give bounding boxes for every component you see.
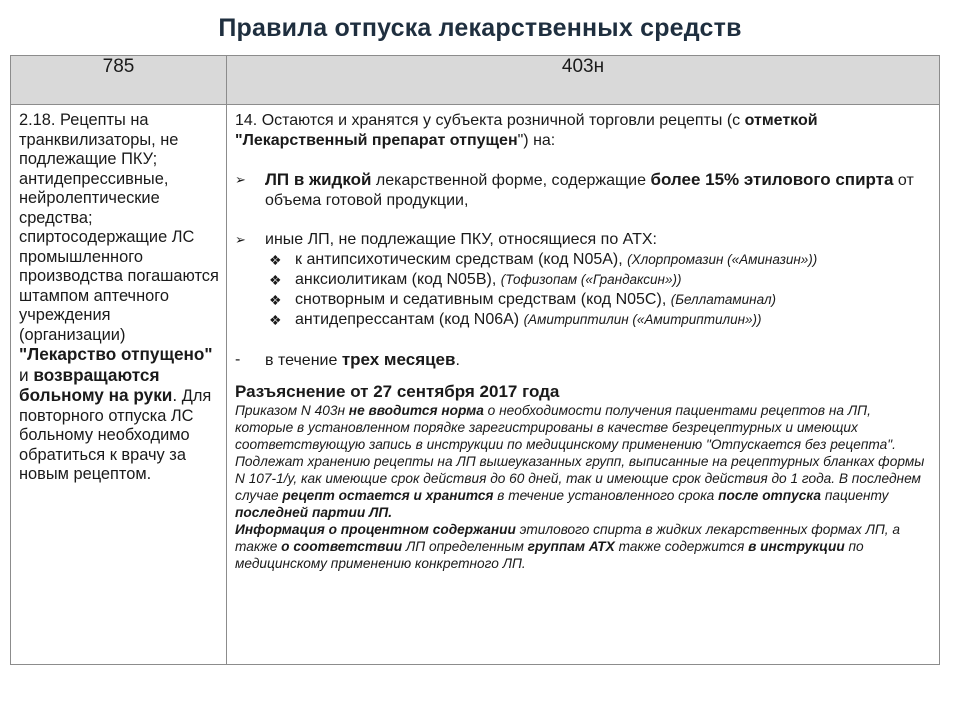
c2-bold-d: после отпуска xyxy=(718,487,822,503)
clause-14-mark-text: отметкой "Лекарственный препарат отпущен xyxy=(235,112,818,149)
list-item xyxy=(235,310,931,330)
diamond-bullet-icon: ❖ xyxy=(269,291,282,308)
subitem-text: к антипсихотическим средствам (код N05A), xyxy=(295,250,623,268)
c3-text-b: этилового спирта в жидких лекарственных формах ЛП, а также xyxy=(235,522,901,555)
c2-text-a: Подлежат хранению рецепты на ЛП вышеуказанных групп, выписанные на рецептурных бланках формы N 107-1/у, как имеющие срок действия до 60 дней, так и имеющие срок действия до 1 года. В последнем случае xyxy=(235,453,925,503)
arrow-bullet-icon: ➢ xyxy=(235,172,246,187)
right-cell-403n xyxy=(227,105,940,665)
bullet-other-drugs xyxy=(235,230,931,250)
returned-text: возвращаются больному на руки xyxy=(19,364,173,405)
c3-text-f: также содержится xyxy=(614,539,749,555)
diamond-bullet-icon: ❖ xyxy=(269,311,282,328)
column-header-785: 785 xyxy=(11,56,227,105)
subitem-drug: (Тофизопам («Грандаксин»)) xyxy=(500,271,682,287)
bullet1-text-d: от объема готовой продукции, xyxy=(265,172,914,209)
c3-text-h: по медицинскому применению конкретного ЛП. xyxy=(235,539,864,572)
comparison-table xyxy=(10,55,940,665)
dash-text-a: в течение xyxy=(265,351,342,369)
left-dot: . xyxy=(172,385,178,405)
clarification-paragraph-3 xyxy=(235,521,931,572)
list-item xyxy=(235,250,931,270)
table-header-row xyxy=(11,56,940,105)
page-title: Правила отпуска лекарственных средств xyxy=(218,14,742,42)
list-item xyxy=(235,270,931,290)
c2-text-c: в течение установленного срока xyxy=(493,487,719,503)
dash-text-c: . xyxy=(455,351,460,369)
bullet1-text-b: лекарственной форме, содержащие xyxy=(371,172,651,189)
clause-14-paragraph xyxy=(235,111,931,150)
bullet-three-months xyxy=(235,350,931,371)
clarification-paragraph-1 xyxy=(235,402,931,453)
bullet2-text: иные ЛП, не подлежащие ПКУ, относящиеся по АТХ: xyxy=(265,231,657,248)
c2-bold-f: последней партии ЛП. xyxy=(235,505,393,521)
subitem-text: антидепрессантам (код N06A) xyxy=(295,310,520,328)
left-intro-text: 2.18. Рецепты на транквилизаторы, не подлежащие ПКУ; антидепрессивные, нейролептические средства; спиртосодержащие ЛС промышленного производства погашаются штампом аптечного учреждения (организации) xyxy=(19,111,219,344)
clause-14-end-text: ") на: xyxy=(517,131,556,149)
bullet-liquid-forms xyxy=(235,170,931,210)
clause-14-text: 14. Остаются и хранятся у субъекта розничной торговли рецепты (с xyxy=(235,112,745,129)
left-cell-785 xyxy=(11,105,227,665)
stamp-text: "Лекарство отпущено" xyxy=(19,344,213,364)
clarification-title: Разъяснение от 27 сентября 2017 года xyxy=(235,382,560,401)
subitem-drug: (Амитриптилин («Амитриптилин»)) xyxy=(523,311,762,327)
subitem-text: снотворным и седативным средствам (код N05C), xyxy=(295,290,667,308)
table-row xyxy=(11,105,940,665)
subitem-text: анксиолитикам (код N05B), xyxy=(295,270,497,288)
bullet1-bold-a: ЛП в жидкой xyxy=(265,170,372,189)
bullet1-bold-c: более 15% этилового спирта xyxy=(650,170,894,189)
c1-text-a: Приказом N 403н xyxy=(235,402,349,418)
list-item xyxy=(235,290,931,310)
left-and-text: и xyxy=(19,364,34,385)
subitem-drug: (Хлорпромазин («Аминазин»)) xyxy=(627,251,818,267)
arrow-bullet-icon: ➢ xyxy=(235,232,246,247)
subitem-drug: (Беллатаминал) xyxy=(670,291,777,307)
c2-bold-b: рецепт остается и хранится xyxy=(282,487,494,503)
c3-bold-e: группам АТХ xyxy=(527,539,615,555)
c1-text-c: о необходимости получения пациентами рецептов на ЛП, которые в установленном порядке зарегистрированы в качестве безрецептурных и имеющих соответствующую запись в инструкции по медицинскому применению "Отпускается без рецепта". xyxy=(235,402,896,452)
clarification-paragraph-2 xyxy=(235,453,931,521)
c3-bold-a: Информация о процентном содержании xyxy=(235,522,516,538)
dash-bullet: - xyxy=(235,350,241,368)
dash-bold-b: трех месяцев xyxy=(341,349,456,369)
c3-text-d: ЛП определенным xyxy=(402,539,528,555)
c2-text-e: пациенту xyxy=(821,487,889,503)
column-header-403n: 403н xyxy=(227,56,940,105)
diamond-bullet-icon: ❖ xyxy=(269,271,282,288)
c1-bold-b: не вводится норма xyxy=(348,402,484,418)
c3-bold-g: в инструкции xyxy=(748,539,845,555)
left-rest-text: Для повторного отпуска ЛС больному необходимо обратиться к врачу за новым рецептом. xyxy=(19,387,212,483)
c3-bold-c: о соответствии xyxy=(281,539,403,555)
diamond-bullet-icon: ❖ xyxy=(269,251,282,268)
